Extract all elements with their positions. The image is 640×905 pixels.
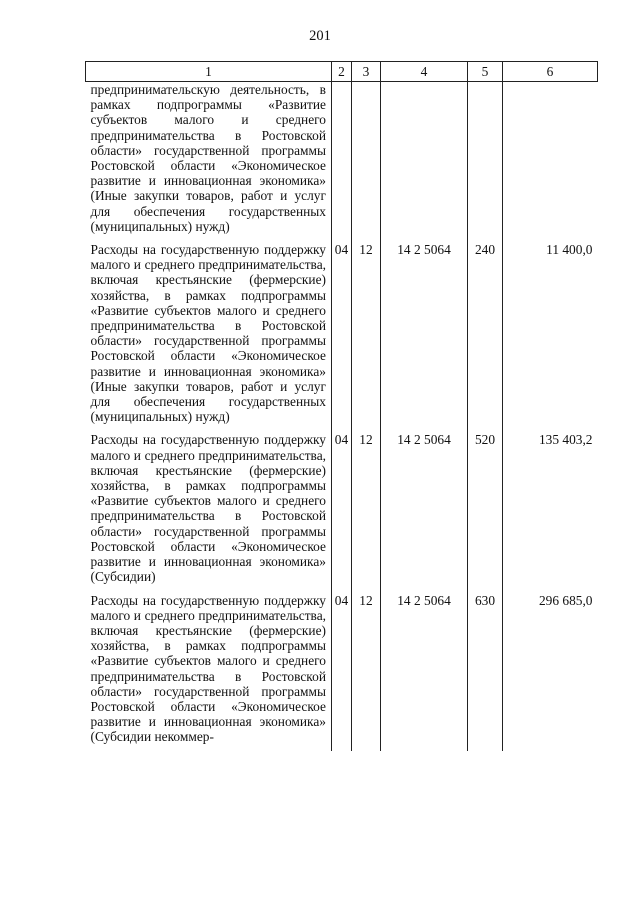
row-target-article: 14 2 5064 bbox=[381, 591, 468, 751]
page-number: 201 bbox=[309, 28, 331, 44]
row-subsection: 12 bbox=[352, 591, 381, 751]
row-amount bbox=[503, 82, 598, 241]
row-description: Расходы на государственную поддержку малого и среднего предпринимательства, включая крестьянские (фермерские) хозяйства, в рамках подпрограммы «Развитие субъектов малого и среднего предпринимательства в Ростовской области» государственной программы Ростовской области «Экономическое развитие и инновационная экономика» (Субсидии некоммер- bbox=[86, 591, 332, 751]
row-amount: 296 685,0 bbox=[503, 591, 598, 751]
row-amount: 135 403,2 bbox=[503, 430, 598, 590]
row-subsection bbox=[352, 82, 381, 241]
table-header-row bbox=[86, 62, 598, 82]
row-target-article bbox=[381, 82, 468, 241]
table-row bbox=[86, 240, 598, 430]
row-amount: 11 400,0 bbox=[503, 240, 598, 430]
row-expense-type: 630 bbox=[468, 591, 503, 751]
column-header-6: 6 bbox=[503, 62, 598, 82]
column-header-4: 4 bbox=[381, 62, 468, 82]
row-description: Расходы на государственную поддержку малого и среднего предпринимательства, включая крестьянские (фермерские) хозяйства, в рамках подпрограммы «Развитие субъектов малого и среднего предпринимательства в Ростовской области» государственной программы Ростовской области «Экономическое развитие и инновационная экономика» (Иные закупки товаров, работ и услуг для обеспечения государственных (муниципальных) нужд) bbox=[86, 240, 332, 430]
row-section: 04 bbox=[332, 240, 352, 430]
row-expense-type bbox=[468, 82, 503, 241]
row-target-article: 14 2 5064 bbox=[381, 430, 468, 590]
column-header-5: 5 bbox=[468, 62, 503, 82]
table-row bbox=[86, 430, 598, 590]
row-description: Расходы на государственную поддержку малого и среднего предпринимательства, включая крестьянские (фермерские) хозяйства, в рамках подпрограммы «Развитие субъектов малого и среднего предпринимательства в Ростовской области» государственной программы Ростовской области «Экономическое развитие и инновационная экономика» (Субсидии) bbox=[86, 430, 332, 590]
table-row bbox=[86, 591, 598, 751]
row-expense-type: 520 bbox=[468, 430, 503, 590]
row-description: предпринимательскую деятельность, в рамках подпрограммы «Развитие субъектов малого и среднего предпринимательства в Ростовской области» государственной программы Ростовской области «Экономическое развитие и инновационная экономика» (Иные закупки товаров, работ и услуг для обеспечения государственных (муниципальных) нужд) bbox=[86, 82, 332, 241]
column-header-1: 1 bbox=[86, 62, 332, 82]
table-row bbox=[86, 82, 598, 241]
budget-table bbox=[85, 61, 598, 751]
row-section bbox=[332, 82, 352, 241]
row-subsection: 12 bbox=[352, 240, 381, 430]
row-section: 04 bbox=[332, 591, 352, 751]
column-header-3: 3 bbox=[352, 62, 381, 82]
row-target-article: 14 2 5064 bbox=[381, 240, 468, 430]
row-subsection: 12 bbox=[352, 430, 381, 590]
row-expense-type: 240 bbox=[468, 240, 503, 430]
column-header-2: 2 bbox=[332, 62, 352, 82]
row-section: 04 bbox=[332, 430, 352, 590]
